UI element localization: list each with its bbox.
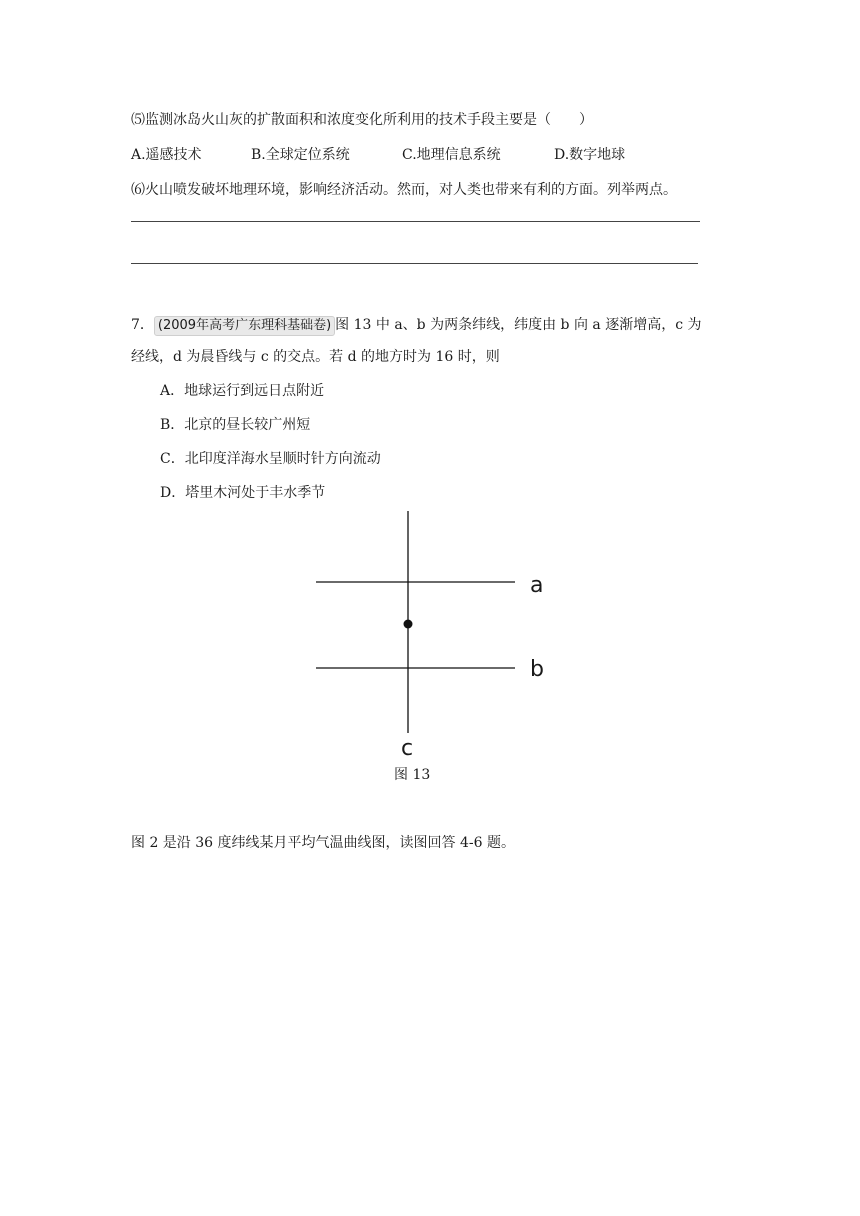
figure-13-diagram [0,505,860,805]
figure-label-c: c [401,736,414,761]
next-section-intro: 图 2 是沿 36 度纬线某月平均气温曲线图，读图回答 4-6 题。 [131,835,515,851]
q7-source-tag: (2009年高考广东理科基础卷) [154,316,335,336]
answer-line-1 [131,221,700,222]
figure-label-b: b [530,657,544,682]
q5-option-b: B.全球定位系统 [251,147,350,163]
q6-stem: ⑹火山喷发破坏地理环境，影响经济活动。然而，对人类也带来有利的方面。列举两点。 [131,182,677,198]
q7-stem-line2: 经线，d 为晨昏线与 c 的交点。若 d 的地方时为 16 时，则 [131,349,500,365]
q5-option-a: A.遥感技术 [131,147,202,163]
q7-option-b: B．北京的昼长较广州短 [160,417,311,433]
q7-stem-line1: 图 13 中 a、b 为两条纬线，纬度由 b 向 a 逐渐增高，c 为 [335,317,702,333]
answer-line-2 [131,263,698,264]
figure-caption: 图 13 [394,767,431,783]
q5-option-c: C.地理信息系统 [402,147,501,163]
q7-line1 [131,315,701,336]
q7-option-c: C．北印度洋海水呈顺时针方向流动 [160,451,381,467]
point-d-dot [404,620,413,629]
q5-option-d: D.数字地球 [554,147,626,163]
q5-stem: ⑸监测冰岛火山灰的扩散面积和浓度变化所利用的技术手段主要是（ ） [131,112,593,128]
q7-option-d: D．塔里木河处于丰水季节 [160,485,326,501]
q7-number: 7． [131,317,154,333]
figure-label-a: a [530,573,544,598]
q7-option-a: A．地球运行到远日点附近 [160,383,325,399]
